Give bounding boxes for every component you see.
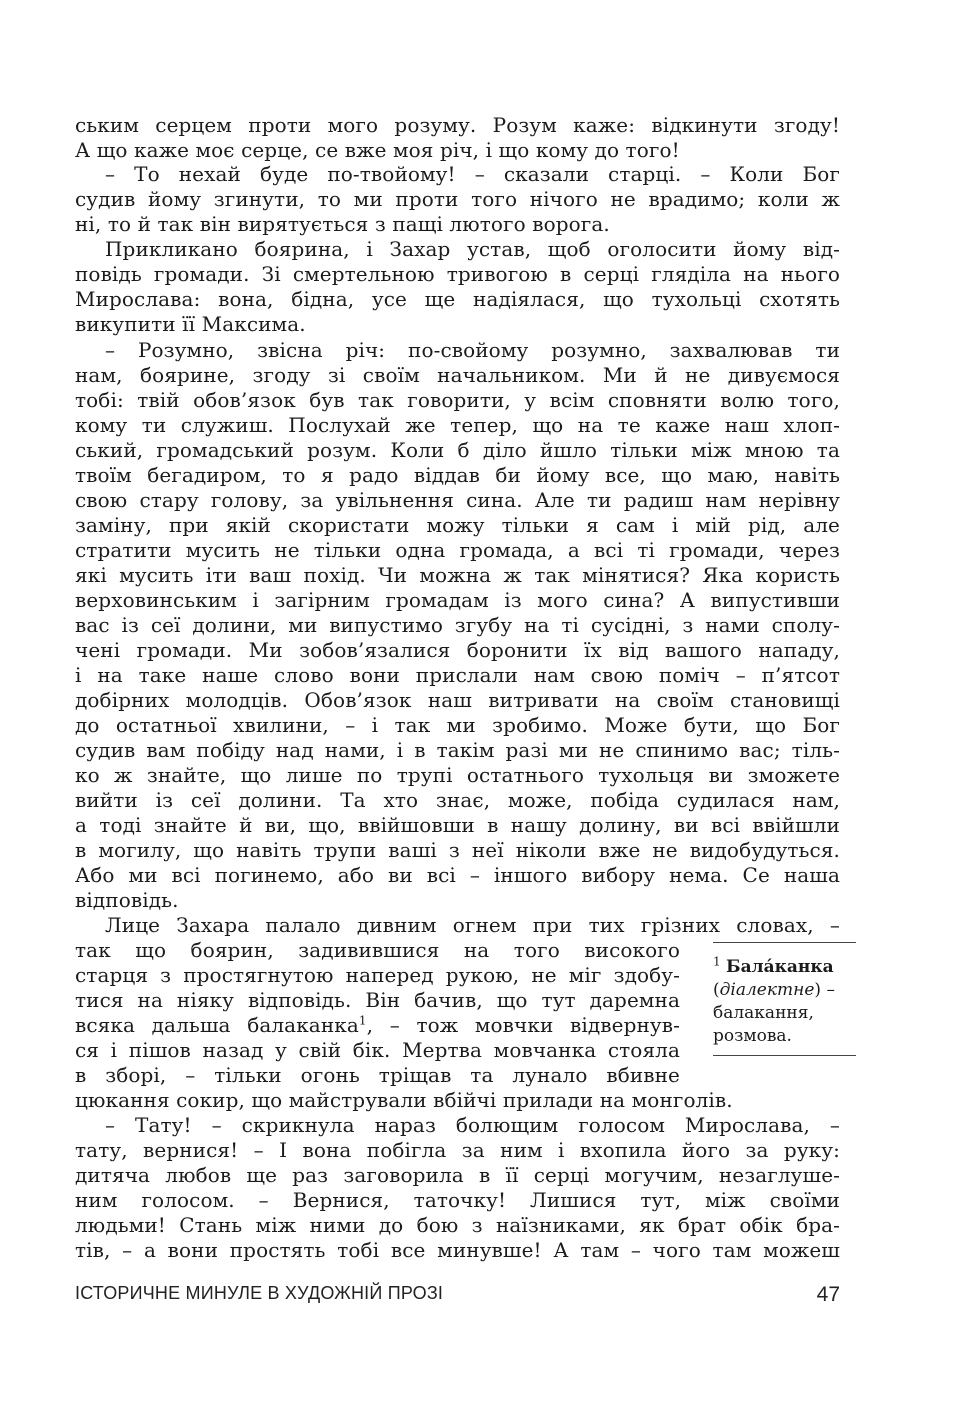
text-line: стратити мусить не тільки одна громада, а всі ті громади, через (75, 538, 840, 562)
text-line: – То нехай буде по-твойому! – сказали старці. – Коли Бог (105, 162, 840, 186)
footnote-definition-line: балакання, (713, 1003, 814, 1023)
text-line: ся і пішов назад у свій бік. Мертва мовчанка стояла (75, 1038, 680, 1062)
footnote-qualifier-line (713, 979, 856, 1002)
text-line: кому ти служиш. Послухай же тепер, що на те каже наш хлоп- (75, 413, 840, 437)
footnote-reference: 1 (358, 1013, 367, 1028)
text-line: до остатньої хвилини, – і так ми зробимо. Може бути, що Бог (75, 713, 840, 737)
text-line-with-footnote (75, 1013, 680, 1038)
running-footer-title: ІСТОРИЧНЕ МИНУЛЕ В ХУДОЖНІЙ ПРОЗІ (75, 1283, 444, 1303)
text-line: Прикликано боярина, і Захар устав, щоб оголосити йому від- (105, 237, 840, 261)
text-line: тату, вернися! – І вона побігла за ним і вхопила його за руку: (75, 1138, 840, 1162)
text-line: ні, то й так він вирятується з пащі лютого ворога. (75, 212, 610, 236)
page-number: 47 (816, 1283, 840, 1306)
text-line: ко ж знайте, що лише по трупі остатнього тухольця ви зможете (75, 763, 840, 787)
text-line: вас із сеї долини, ми випустимо згубу на ті сусідні, з нами сполу- (75, 613, 840, 637)
text-line: Лице Захара палало дивним огнем при тих грізних словах, – (105, 913, 840, 937)
text-line: які мусить іти ваш похід. Чи можна ж так мінятися? Яка користь (75, 563, 840, 587)
text-line: нам, боярине, згоду зі своїм начальником. Ми й не дивуємося (75, 363, 840, 387)
text-line: так що боярин, задивившися на того високого (75, 938, 680, 962)
footnote-term-line (713, 956, 856, 979)
text-line: ським серцем проти мого розуму. Розум каже: відкинути згоду! (75, 113, 840, 137)
text-line: в могилу, що навіть трупи ваші з неї ніколи вже не видобудуться. (75, 838, 840, 862)
text-line: викупити її Максима. (75, 312, 306, 336)
text-line: ним голосом. – Вернися, таточку! Лишися тут, між своїми (75, 1188, 840, 1212)
footnote-marker: 1 (713, 954, 721, 969)
text-line: а тоді знайте й ви, що, ввійшовши в нашу долину, ви всі ввійшли (75, 813, 840, 837)
text-line: тися на ніяку відповідь. Він бачив, що тут даремна (75, 988, 680, 1012)
text-line: А що каже моє серце, се вже моя річ, і що кому до того! (75, 138, 680, 162)
text-segment: всяка дальша балаканка (75, 1013, 359, 1037)
text-line: повідь громади. Зі смертельною тривогою в серці гляділа на нього (75, 262, 840, 286)
text-line: чені громади. Ми зобов’язалися боронити їх від вашого нападу, (75, 638, 840, 662)
footnote-box (713, 942, 856, 1056)
text-line: в зборі, – тільки огонь тріщав та лунало вбивне (75, 1063, 680, 1087)
text-line: верховинським і загірним громадам із мого сина? А випустивши (75, 588, 840, 612)
text-line: судив вам побіду над нами, і в такім разі ми не спинимо вас; тіль- (75, 738, 840, 762)
text-line: відповідь. (75, 888, 179, 912)
text-line: ський, громадський розум. Коли б діло йшло тільки між мною та (75, 438, 840, 462)
text-line: свою стару голову, за увільнення сина. Але ти радиш нам нерівну (75, 488, 840, 512)
text-line: заміну, при якій скористати можу тільки я сам і мій рід, але (75, 513, 840, 537)
text-line: дитяча любов ще раз заговорила в її серці могучим, незаглуше- (75, 1163, 840, 1187)
text-line: і на таке наше слово вони прислали нам свою поміч – п’ятсот (75, 663, 840, 687)
text-line: Або ми всі погинемо, або ви всі – іншого вибору нема. Се наша (75, 863, 840, 887)
footnote-definition-line: розмова. (713, 1026, 792, 1046)
text-line: цюкання сокир, що майстрували вбійчі прилади на монголів. (75, 1088, 733, 1112)
paren-open: ( (713, 980, 720, 1000)
text-line: старця з простягнутою наперед рукою, не міг здобу- (75, 963, 680, 987)
text-line: людьми! Стань між ними до бою з наїзниками, як брат обік бра- (75, 1213, 840, 1237)
paren-close: ) – (814, 980, 835, 1000)
text-line: добірних молодців. Обов’язок наш витривати на своїм становищі (75, 688, 840, 712)
text-line: – Розумно, звісна річ: по-свойому розумно, захвалював ти (105, 338, 840, 362)
text-segment: , – тож мовчки відвернув- (366, 1013, 681, 1037)
text-line: тобі: твій обов’язок був так говорити, у всім сповняти волю того, (75, 388, 840, 412)
text-line: судив йому згинути, то ми проти того нічого не врадимо; коли ж (75, 187, 840, 211)
footnote-term: Бала́канка (726, 957, 834, 977)
text-line: – Тату! – скрикнула нараз болющим голосом Мирослава, – (105, 1113, 840, 1137)
text-line: вийти із сеї долини. Та хто знає, може, побіда судилася нам, (75, 788, 840, 812)
text-line: тів, – а вони простять тобі все минувше! А там – чого там можеш (75, 1238, 840, 1262)
footnote-qualifier: діалектне (719, 980, 815, 1000)
text-line: твоїм бегадиром, то я радо віддав би йому все, що маю, навіть (75, 463, 840, 487)
text-line: Мирослава: вона, бідна, усе ще надіялася, що тухольці схотять (75, 287, 840, 311)
